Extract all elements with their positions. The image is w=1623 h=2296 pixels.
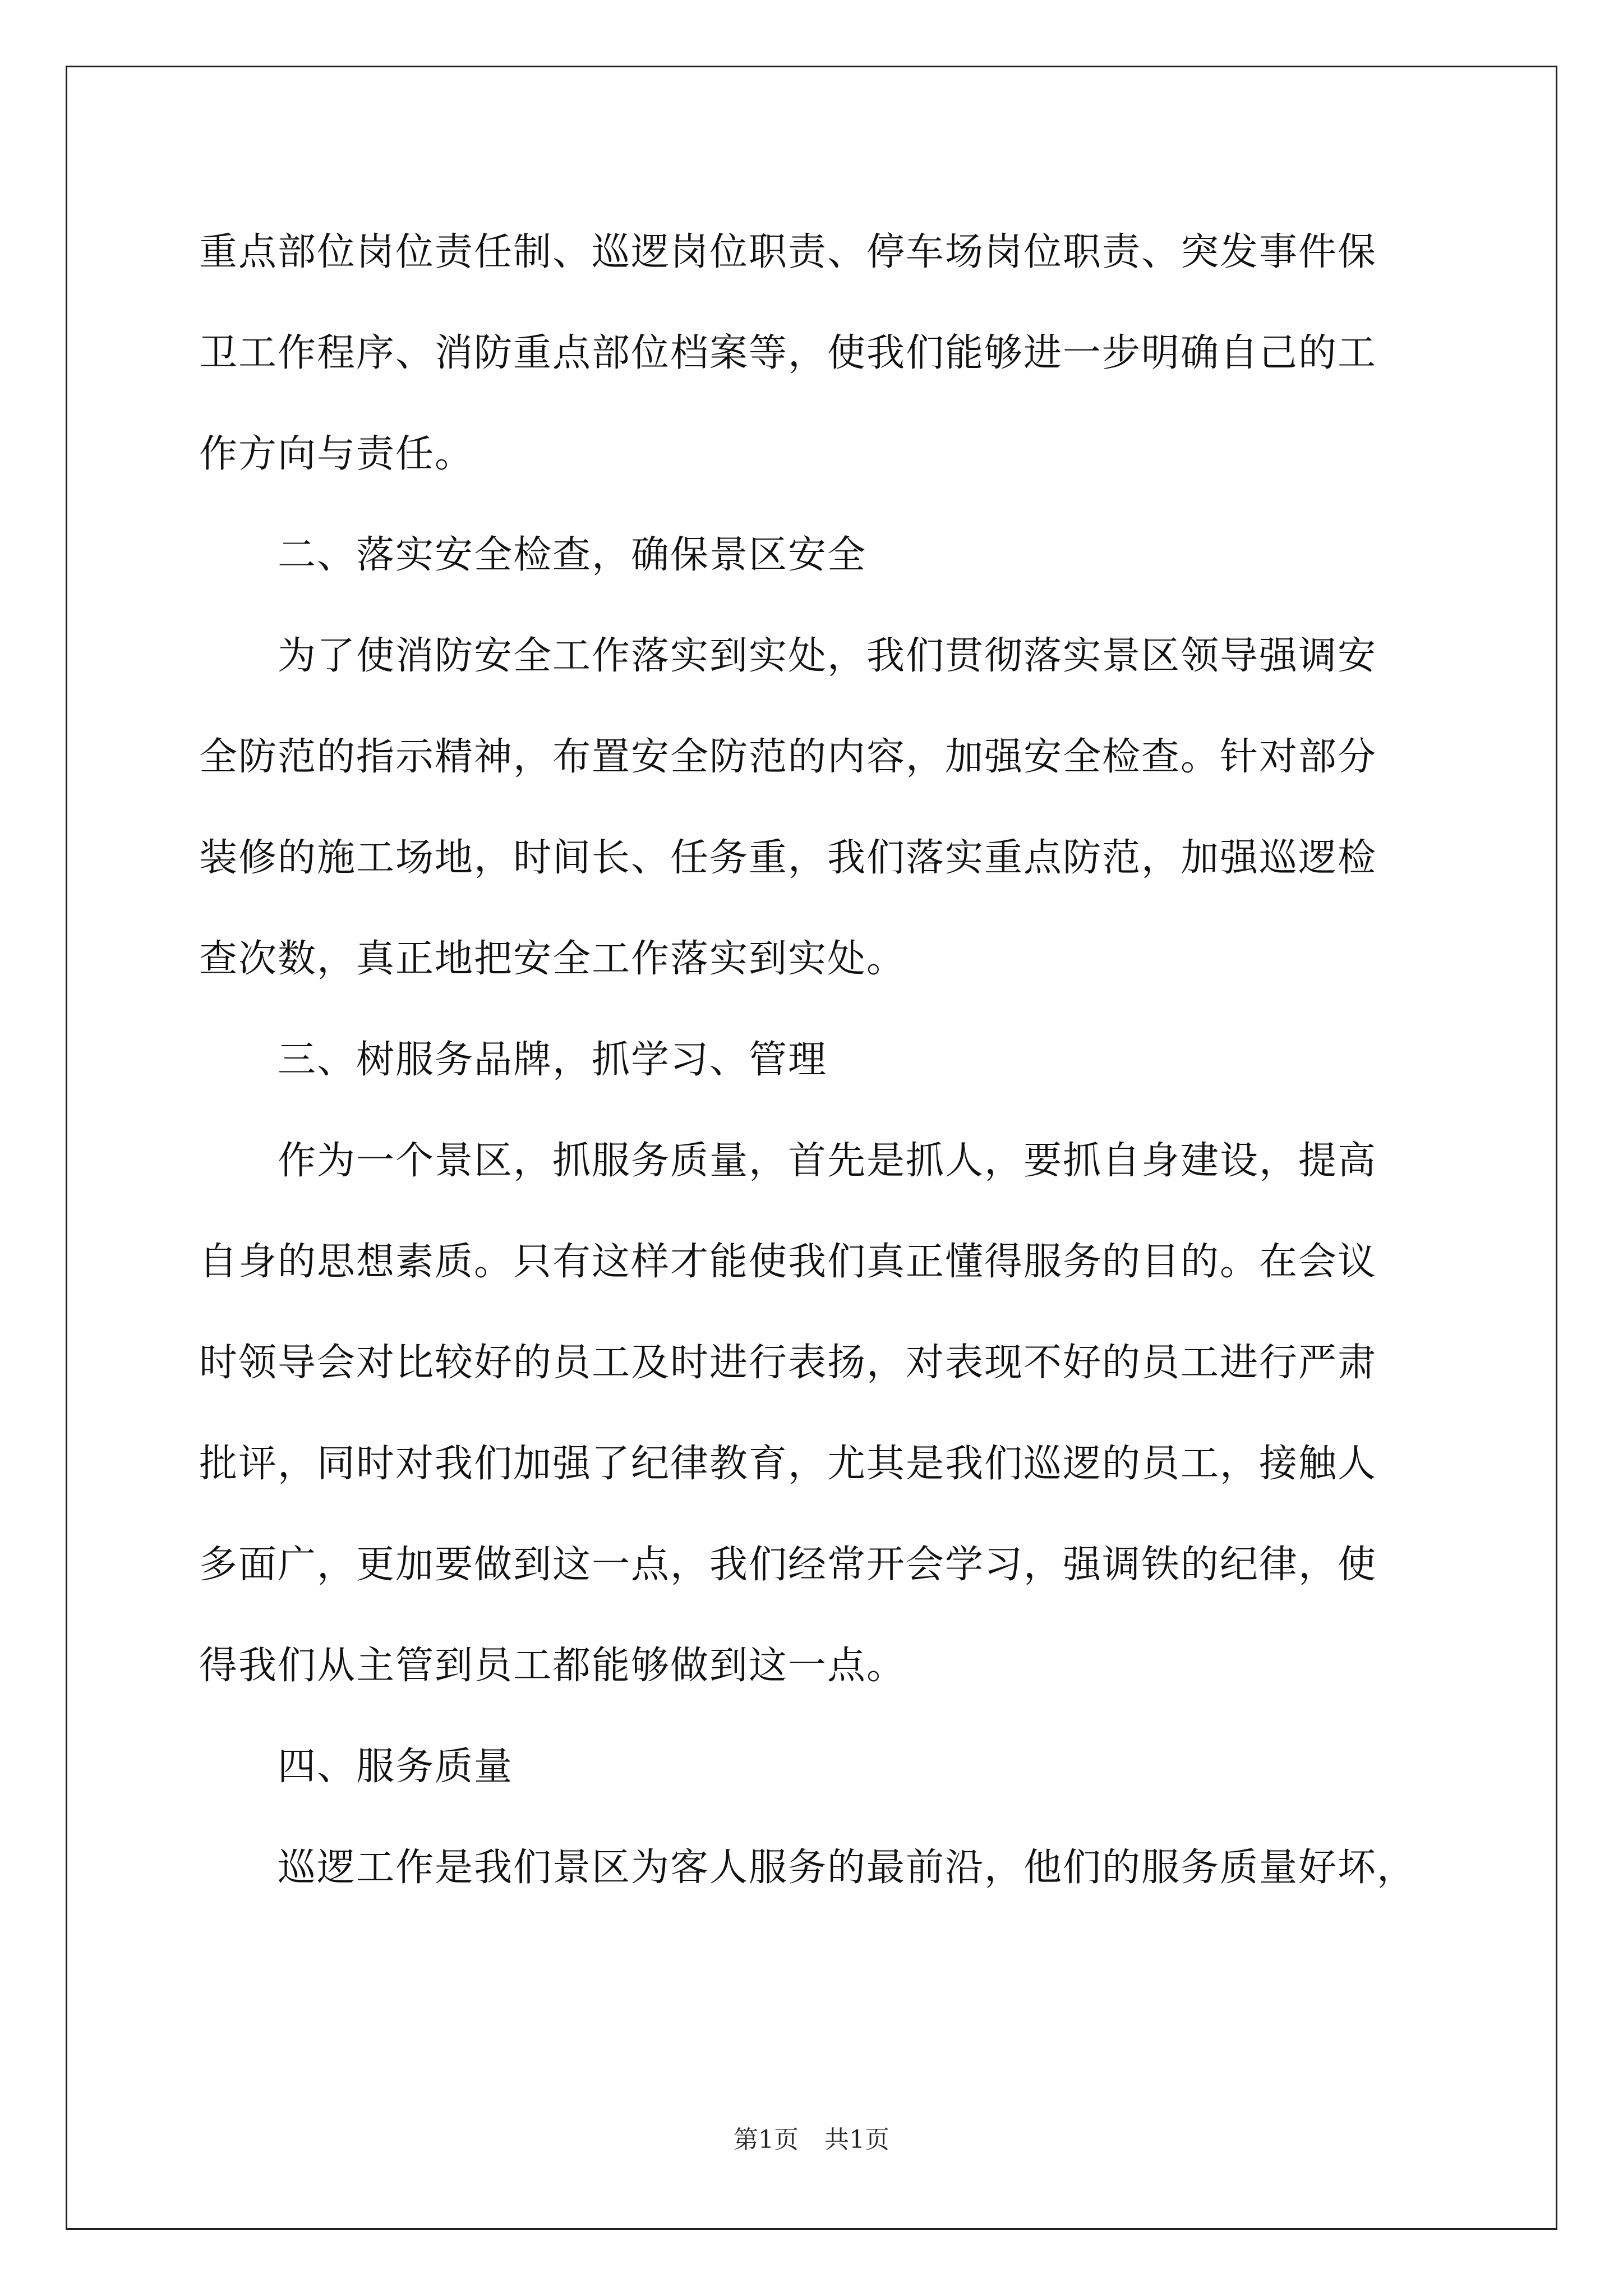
body-line: 批评，同时对我们加强了纪律教育，尤其是我们巡逻的员工，接触人	[199, 1442, 1377, 1486]
body-line: 卫工作程序、消防重点部位档案等，使我们能够进一步明确自己的工	[199, 331, 1377, 375]
body-line: 多面广，更加要做到这一点，我们经常开会学习，强调铁的纪律，使	[199, 1543, 1377, 1587]
body-line: 查次数，真正地把安全工作落实到实处。	[199, 937, 906, 981]
body-line: 全防范的指示精神，布置安全防范的内容，加强安全检查。针对部分	[199, 735, 1377, 779]
section-heading: 四、服务质量	[278, 1745, 514, 1789]
body-line: 作方向与责任。	[199, 432, 474, 476]
paragraph-start: 巡逻工作是我们景区为客人服务的最前沿，他们的服务质量好坏，	[278, 1846, 1417, 1890]
total-pages: 共1页	[824, 2125, 889, 2154]
current-page-number: 第1页	[734, 2125, 799, 2154]
paragraph-start: 为了使消防安全工作落实到实处，我们贯彻落实景区领导强调安	[278, 634, 1377, 678]
section-heading: 二、落实安全检查，确保景区安全	[278, 533, 867, 577]
body-line: 装修的施工场地，时间长、任务重，我们落实重点防范，加强巡逻检	[199, 836, 1377, 880]
body-line: 得我们从主管到员工都能够做到这一点。	[199, 1644, 906, 1688]
page-footer	[0, 2123, 1623, 2157]
paragraph-start: 作为一个景区，抓服务质量，首先是抓人，要抓自身建设，提高	[278, 1139, 1377, 1183]
body-line: 时领导会对比较好的员工及时进行表扬，对表现不好的员工进行严肃	[199, 1341, 1377, 1385]
body-line: 自身的思想素质。只有这样才能使我们真正懂得服务的目的。在会议	[199, 1240, 1377, 1284]
section-heading: 三、树服务品牌，抓学习、管理	[278, 1038, 828, 1082]
body-line: 重点部位岗位责任制、巡逻岗位职责、停车场岗位职责、突发事件保	[199, 230, 1377, 274]
document-body	[199, 222, 1433, 1938]
